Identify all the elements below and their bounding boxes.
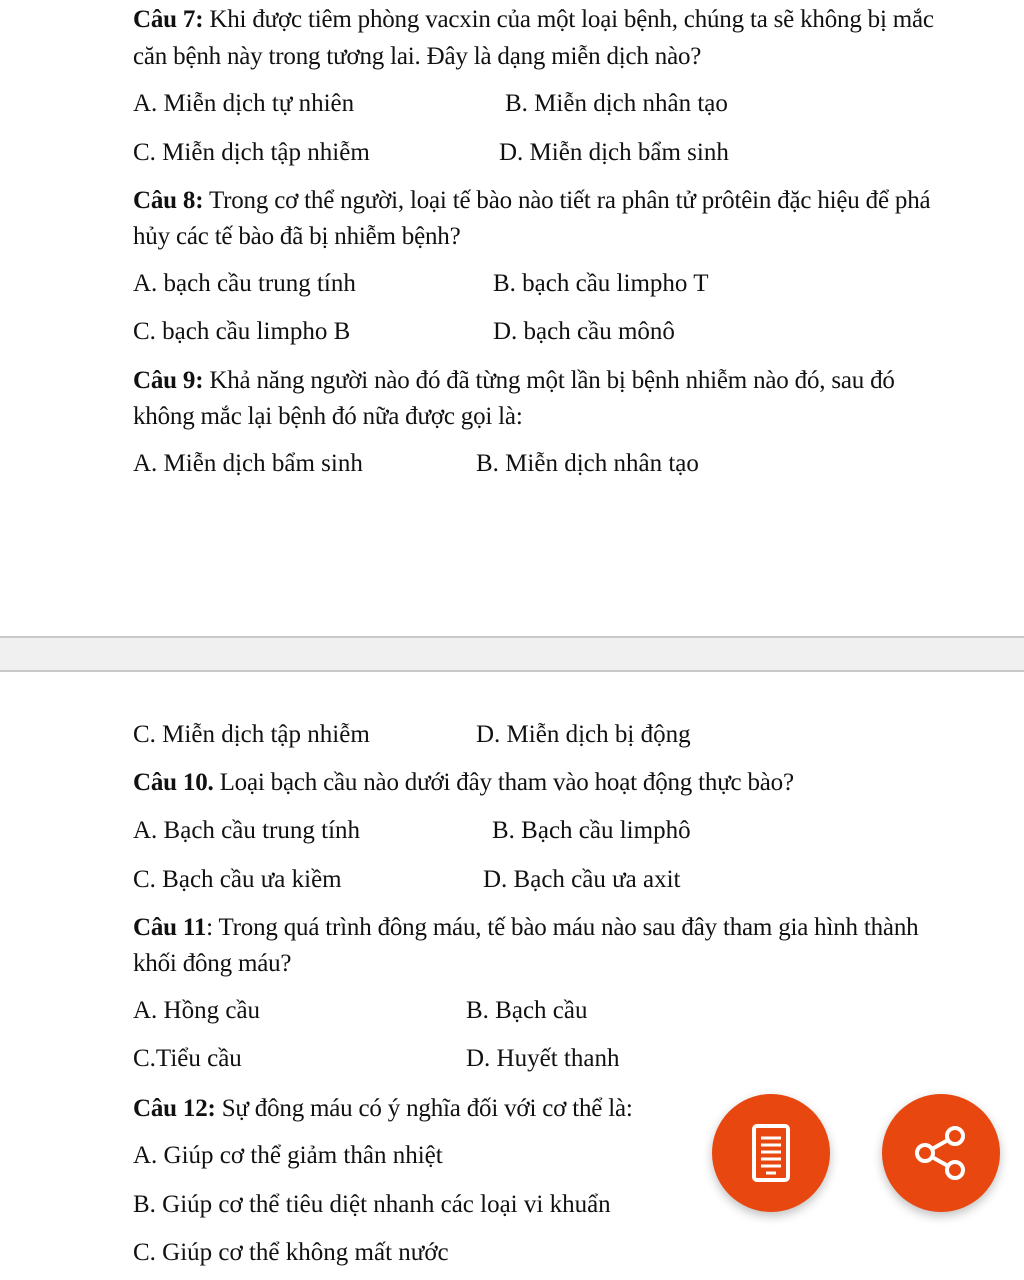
document-list-button[interactable] (712, 1094, 830, 1212)
q11-option-d: D. Huyết thanh (466, 1045, 620, 1072)
q11-option-b: B. Bạch cầu (466, 997, 588, 1024)
q11-stem-line2: khối đông máu? (133, 950, 292, 977)
q8-option-b: B. bạch cầu limpho T (493, 270, 709, 297)
q7-stem-line1 (133, 4, 934, 36)
q7-label: Câu 7: (133, 6, 204, 33)
q10-option-d: D. Bạch cầu ưa axit (483, 866, 681, 893)
q11-text1: : Trong quá trình đông máu, tế bào máu nào sau đây tham gia hình thành (206, 914, 919, 941)
q8-label: Câu 8: (133, 187, 204, 214)
q8-option-c: C. bạch cầu limpho B (133, 318, 351, 345)
page-break-divider (0, 636, 1024, 672)
q11-option-c: C.Tiểu cầu (133, 1045, 242, 1072)
q11-label: Câu 11 (133, 914, 207, 941)
q7-stem-line2: căn bệnh này trong tương lai. Đây là dạng miễn dịch nào? (133, 43, 702, 70)
q8-option-a: A. bạch cầu trung tính (133, 270, 356, 297)
document-list-icon (751, 1123, 791, 1183)
q10-option-c: C. Bạch cầu ưa kiềm (133, 866, 342, 893)
q10-stem-line1 (133, 767, 794, 799)
q10-text1: Loại bạch cầu nào dưới đây tham vào hoạt động thực bào? (213, 769, 794, 796)
q12-text1: Sự đông máu có ý nghĩa đối với cơ thể là: (215, 1095, 633, 1122)
q7-option-d: D. Miễn dịch bẩm sinh (499, 139, 729, 166)
share-icon (911, 1123, 971, 1183)
q7-option-b: B. Miễn dịch nhân tạo (505, 90, 728, 117)
q7-option-a: A. Miễn dịch tự nhiên (133, 90, 355, 117)
q9-option-a: A. Miễn dịch bẩm sinh (133, 450, 363, 477)
q9-stem-line1 (133, 365, 895, 397)
q12-option-c: C. Giúp cơ thể không mất nước (133, 1239, 449, 1266)
q7-option-c: C. Miễn dịch tập nhiễm (133, 139, 370, 166)
q9-option-b: B. Miễn dịch nhân tạo (476, 450, 699, 477)
q10-label: Câu 10. (133, 769, 214, 796)
q10-option-b: B. Bạch cầu limphô (492, 817, 691, 844)
q12-stem-line1 (133, 1093, 633, 1125)
q8-text1: Trong cơ thể người, loại tế bào nào tiết ra phân tử prôtêin đặc hiệu để phá (203, 187, 931, 214)
q9-text1: Khả năng người nào đó đã từng một lần bị bệnh nhiễm nào đó, sau đó (203, 367, 895, 394)
q7-text1: Khi được tiêm phòng vacxin của một loại bệnh, chúng ta sẽ không bị mắc (203, 6, 934, 33)
q12-option-a: A. Giúp cơ thể giảm thân nhiệt (133, 1142, 443, 1169)
q11-option-a: A. Hồng cầu (133, 997, 261, 1024)
q11-stem-line1 (133, 912, 918, 944)
q9-option-d: D. Miễn dịch bị động (476, 721, 691, 748)
q9-label: Câu 9: (133, 367, 204, 394)
q8-stem-line1 (133, 185, 930, 217)
q8-stem-line2: hủy các tế bào đã bị nhiễm bệnh? (133, 223, 461, 250)
q12-option-b: B. Giúp cơ thể tiêu diệt nhanh các loại vi khuẩn (133, 1191, 611, 1218)
q10-option-a: A. Bạch cầu trung tính (133, 817, 361, 844)
q9-stem-line2: không mắc lại bệnh đó nữa được gọi là: (133, 403, 523, 430)
share-button[interactable] (882, 1094, 1000, 1212)
q12-label: Câu 12: (133, 1095, 216, 1122)
q9-option-c: C. Miễn dịch tập nhiễm (133, 721, 370, 748)
q8-option-d: D. bạch cầu mônô (493, 318, 675, 345)
